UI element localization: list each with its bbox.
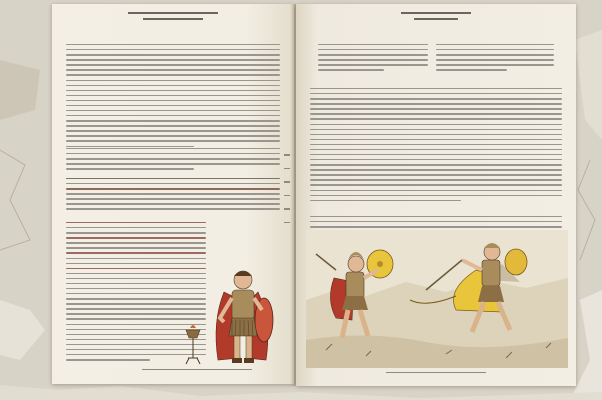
left-page (52, 4, 294, 384)
right-page-text-block-lower (310, 216, 562, 231)
right-page (296, 4, 576, 386)
left-page-text-block-3 (66, 178, 280, 214)
right-caption-placeholder (386, 372, 486, 373)
left-page-text-block-2 (66, 148, 280, 173)
right-page-text-col-left (318, 44, 428, 74)
left-caption-placeholder (142, 369, 252, 370)
right-page-text-col-right (436, 44, 554, 74)
brazier-icon (182, 324, 204, 364)
fighting-warriors-illustration (306, 230, 568, 368)
left-page-text-block-1 (66, 44, 280, 151)
right-page-text-block-main (310, 88, 562, 205)
right-page-title-placeholder (296, 12, 576, 20)
left-page-title-placeholder (52, 12, 294, 20)
roman-soldier-illustration (202, 262, 282, 372)
